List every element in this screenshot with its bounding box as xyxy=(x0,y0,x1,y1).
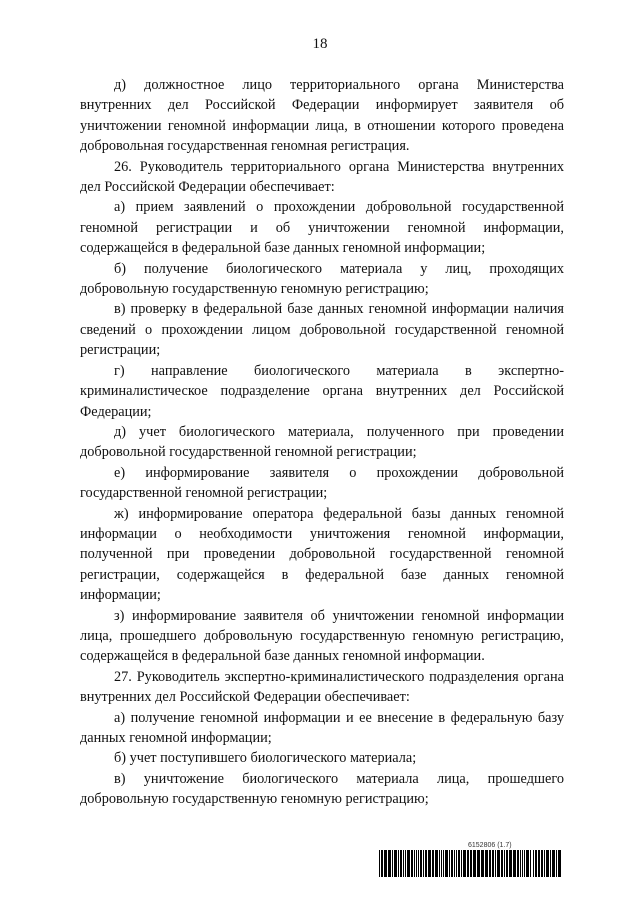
document-code: 6152806 (1.7) xyxy=(468,842,512,849)
paragraph-d-notification: д) должностное лицо территориального органа Министерства внутренних дел Российской Федерации информирует заявителя об уничтожении геномной информации лица, в отношении которого проведена добровольная государственная геномная регистрация. xyxy=(80,77,564,155)
page-number: 18 xyxy=(312,36,328,52)
paragraph-26-v: в) проверку в федеральной базе данных геномной информации наличия сведений о прохождении лицом добровольной государственной геномной регистрации; xyxy=(80,301,564,359)
paragraph-27-v: в) уничтожение биологического материала лица, прошедшего добровольную государственную геномную регистрацию; xyxy=(80,770,564,808)
paragraph-26-z: з) информирование заявителя об уничтожении геномной информации лица, прошедшего добровольную государственную геномную регистрацию, содержащейся в федеральной базе данных геномной информации. xyxy=(80,607,564,665)
paragraph-26-e: е) информирование заявителя о прохождении добровольной государственной геномной регистрации; xyxy=(80,464,564,502)
paragraph-26-d: д) учет биологического материала, полученного при проведении добровольной государственной геномной регистрации; xyxy=(80,423,564,461)
paragraph-26-g: г) направление биологического материала в экспертно-криминалистическое подразделение органа внутренних дел Российской Федерации; xyxy=(80,362,564,420)
paragraph-27-a: а) получение геномной информации и ее внесение в федеральную базу данных геномной информации; xyxy=(80,709,564,746)
paragraph-26-intro: 26. Руководитель территориального органа Министерства внутренних дел Российской Федерации обеспечивает: xyxy=(80,158,564,196)
barcode-image xyxy=(379,850,564,877)
paragraph-27-b: б) учет поступившего биологического материала; xyxy=(114,750,417,767)
paragraph-26-zh: ж) информирование оператора федеральной базы данных геномной информации о необходимости уничтожения геномной информации, полученной при проведении добровольной государственной геномной регистрации, содержащейся в федеральной базе данных геномной информации; xyxy=(80,505,564,604)
paragraph-26-b: б) получение биологического материала у лиц, проходящих добровольную государственную геномную регистрацию; xyxy=(80,260,564,298)
paragraph-26-a: а) прием заявлений о прохождении добровольной государственной геномной регистрации и об уничтожении геномной информации, содержащейся в федеральной базе данных геномной информации; xyxy=(80,199,564,257)
paragraph-27-intro: 27. Руководитель экспертно-криминалистического подразделения органа внутренних дел Российской Федерации обеспечивает: xyxy=(80,668,564,706)
document-body xyxy=(80,75,564,810)
